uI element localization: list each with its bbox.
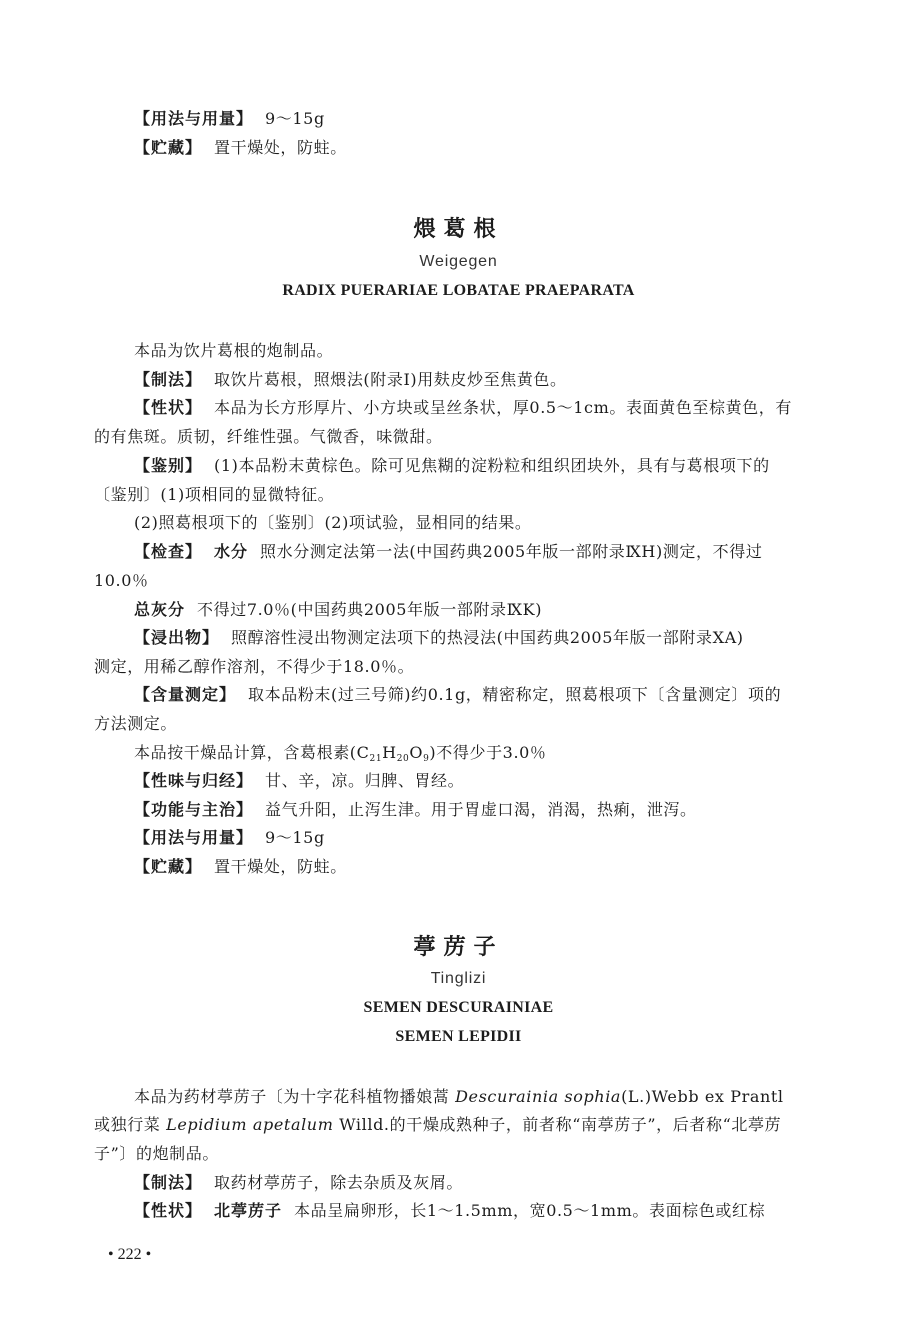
monograph1-extract-1 xyxy=(134,627,904,649)
description-sub-label: 北葶苈子 xyxy=(214,1201,283,1220)
monograph2-intro-2 xyxy=(94,1114,864,1136)
description-text-1: 本品为长方形厚片、小方块或呈丝条状，厚0.5～1cm。表面黄色至棕黄色，有 xyxy=(214,398,792,417)
description-text: 本品呈扁卵形，长1～1.5mm，宽0.5～1mm。表面棕色或红棕 xyxy=(294,1201,766,1220)
ash-label: 总灰分 xyxy=(134,600,186,619)
monograph2-pinyin: Tinglizi xyxy=(430,970,487,987)
monograph1-identification-2: 〔鉴别〕(1)项相同的显微特征。 xyxy=(94,485,335,504)
processing-label: 【制法】 xyxy=(134,370,203,389)
function-label: 【功能与主治】 xyxy=(134,800,254,819)
assay-label: 【含量测定】 xyxy=(134,685,237,704)
intro-text-1b: (L.)Webb ex Prantl xyxy=(621,1087,784,1106)
formula-sub-h: 20 xyxy=(396,754,410,764)
monograph2-title: 葶苈子 xyxy=(413,935,504,960)
page-number: • 222 • xyxy=(108,1246,152,1263)
monograph1-function xyxy=(134,799,904,821)
monograph1-extract-2: 测定，用稀乙醇作溶剂，不得少于18.0％。 xyxy=(94,657,415,676)
storage-label: 【贮藏】 xyxy=(134,138,203,157)
formula-sub-c: 21 xyxy=(369,754,383,764)
monograph2-intro-1 xyxy=(134,1086,904,1108)
usage-value: 9～15g xyxy=(265,828,325,847)
processing-text: 取饮片葛根，照煨法(附录Ⅰ)用麸皮炒至焦黄色。 xyxy=(214,370,567,389)
intro-text-1a: 本品为药材葶苈子〔为十字花科植物播娘蒿 xyxy=(134,1087,456,1106)
nature-text: 甘、辛，凉。归脾、胃经。 xyxy=(265,771,465,790)
usage-label: 【用法与用量】 xyxy=(134,828,254,847)
nature-label: 【性味与归经】 xyxy=(134,771,254,790)
monograph2-latin-name-2: SEMEN LEPIDII xyxy=(395,1028,522,1045)
monograph1-intro: 本品为饮片葛根的炮制品。 xyxy=(134,341,334,360)
description-label: 【性状】 xyxy=(134,398,203,417)
monograph1-processing xyxy=(134,369,904,391)
monograph1-description-2: 的有焦斑。质韧，纤维性强。气微香，味微甜。 xyxy=(94,427,443,446)
monograph2-latin-name-1: SEMEN DESCURAINIAE xyxy=(363,999,554,1016)
monograph1-inspection-water xyxy=(134,541,904,563)
function-text: 益气升阳，止泻生津。用于胃虚口渴，消渴，热痢，泄泻。 xyxy=(265,800,697,819)
extract-label: 【浸出物】 xyxy=(134,628,220,647)
monograph2-description xyxy=(134,1200,904,1222)
water-label: 水分 xyxy=(214,542,249,561)
monograph1-identification-3: (2)照葛根项下的〔鉴别〕(2)项试验，显相同的结果。 xyxy=(134,513,532,532)
monograph1-nature xyxy=(134,770,904,792)
monograph1-water-2: 10.0％ xyxy=(94,571,149,590)
storage-line-top xyxy=(134,137,904,159)
identification-label: 【鉴别】 xyxy=(134,456,203,475)
monograph2-intro-3: 子”〕的炮制品。 xyxy=(94,1144,219,1163)
monograph1-latin-name: RADIX PUERARIAE LOBATAE PRAEPARATA xyxy=(282,282,635,299)
storage-value: 置干燥处，防蛀。 xyxy=(214,138,347,157)
extract-text-1: 照醇溶性浸出物测定法项下的热浸法(中国药典2005年版一部附录ⅩA) xyxy=(231,628,744,647)
assay-text-3c: O xyxy=(409,743,424,762)
monograph1-identification-1 xyxy=(134,455,904,477)
usage-value: 9～15g xyxy=(265,109,325,128)
processing-text: 取药材葶苈子，除去杂质及灰屑。 xyxy=(214,1173,464,1192)
monograph1-title: 煨葛根 xyxy=(413,217,504,242)
identification-text-1: (1)本品粉末黄棕色。除可见焦糊的淀粉粒和组织团块外，具有与葛根项下的 xyxy=(214,456,770,475)
species-name-1: Descurainia sophia xyxy=(455,1087,622,1106)
monograph2-processing xyxy=(134,1172,904,1194)
assay-text-3b: H xyxy=(382,743,397,762)
storage-label: 【贮藏】 xyxy=(134,857,203,876)
monograph1-usage xyxy=(134,827,904,849)
assay-text-1: 取本品粉末(过三号筛)约0.1g，精密称定，照葛根项下〔含量测定〕项的 xyxy=(248,685,782,704)
formula-sub-o: 9 xyxy=(423,754,430,764)
water-text-1: 照水分测定法第一法(中国药典2005年版一部附录ⅨH)测定，不得过 xyxy=(260,542,763,561)
assay-text-3d: )不得少于3.0％ xyxy=(429,743,547,762)
monograph1-storage xyxy=(134,856,904,878)
usage-line-top xyxy=(134,108,904,130)
monograph1-pinyin: Weigegen xyxy=(419,253,498,270)
assay-text-3a: 本品按干燥品计算，含葛根素(C xyxy=(134,743,370,762)
species-name-2: Lepidium apetalum xyxy=(166,1115,334,1134)
monograph1-ash xyxy=(134,599,904,621)
monograph1-description-1 xyxy=(134,397,904,419)
monograph1-assay-3 xyxy=(134,742,904,770)
usage-label: 【用法与用量】 xyxy=(134,109,254,128)
monograph1-assay-1 xyxy=(134,684,904,706)
storage-value: 置干燥处，防蛀。 xyxy=(214,857,347,876)
ash-text: 不得过7.0％(中国药典2005年版一部附录ⅨK) xyxy=(197,600,543,619)
intro-text-2a: 或独行菜 xyxy=(94,1115,167,1134)
monograph1-assay-2: 方法测定。 xyxy=(94,714,178,733)
inspection-label: 【检查】 xyxy=(134,542,203,561)
description-label: 【性状】 xyxy=(134,1201,203,1220)
intro-text-2b: Willd.的干燥成熟种子，前者称“南葶苈子”，后者称“北葶苈 xyxy=(333,1115,782,1134)
processing-label: 【制法】 xyxy=(134,1173,203,1192)
